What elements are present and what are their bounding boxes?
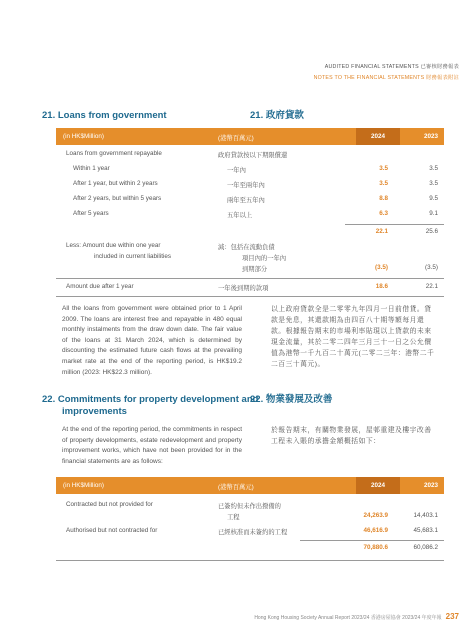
page-footer (254, 612, 459, 621)
table-row: After 1 year, but within 2 years 一年至兩年內 3.5 3.5 (73, 180, 438, 189)
table-row-less: Less: Amount due within one year included in current liabilities 減：包括在流動負債 項目內的一年內 到期部分 (3.5) (3.5) (66, 242, 438, 273)
table-row-subtotal: 22.1 25.6 (375, 228, 438, 235)
section-22-title-en-line2: improvements (62, 406, 127, 417)
table-bottom-rule (56, 296, 444, 297)
table-row-total: 70,880.6 60,086.2 (363, 544, 438, 551)
section-21-paragraph-en: All the loans from government were obtained prior to 1 April 2009. The loans are interest free and repayable in 480 equal monthly instalments from the draw down date. The fair value of the loans at 31 March 2024, which is determined by discounting the estimated future cash flows at the prevailing market rate at the end of the reporting period, is HK$19.2 million (2023: HK$22.3 million). (62, 305, 242, 376)
table-21-year-2024: 2024 (370, 133, 385, 140)
subtotal-rule (345, 224, 444, 225)
table-22-year-2023: 2023 (423, 482, 438, 489)
section-22-paragraph-zh: 於報告期末，有關物業發展，屋邨重建及樓宇改善工程未入賬的承擔金額概括如下： (271, 427, 432, 445)
running-header-title: AUDITED FINANCIAL STATEMENTS 已審核財務報表 (324, 64, 459, 70)
table-row: After 5 years 五年以上 6.3 9.1 (73, 210, 438, 219)
table-22-unit-zh: (港幣百萬元) (218, 484, 254, 491)
running-header-subtitle: NOTES TO THE FINANCIAL STATEMENTS 財務報表附註 (313, 75, 459, 81)
section-22-title-zh: 22. 物業發展及改善 (250, 394, 333, 405)
table-rule (56, 278, 444, 279)
page-number: 237 (445, 612, 459, 621)
table-21-unit-zh: (港幣百萬元) (218, 135, 254, 142)
table-row: Within 1 year 一年內 3.5 3.5 (73, 165, 438, 174)
table-22-header (56, 477, 444, 494)
table-bottom-rule (56, 560, 444, 561)
table-22-year-2024: 2024 (370, 482, 385, 489)
section-21-title-en: 21. Loans from government (42, 110, 167, 121)
subtotal-rule (300, 540, 444, 541)
table-21-year-2023: 2023 (423, 133, 438, 140)
section-22-paragraph-en: At the end of the reporting period, the commitments in respect of property developments, estate redevelopment and property improvement works, which have not been provided for in the financial statements are as follows: (62, 426, 242, 465)
section-22-title-en-line1: 22. Commitments for property development and (42, 394, 259, 405)
table-row: Contracted but not provided for 已簽約但未作出撥備的 工程 24,263.9 14,403.1 (66, 501, 438, 521)
table-21-unit-en: (in HK$Million) (63, 133, 104, 140)
table-22-unit-en: (in HK$Million) (63, 482, 104, 489)
table-row-total: Amount due after 1 year 一年後到期的款項 18.6 22.1 (66, 283, 438, 292)
table-row: After 2 years, but within 5 years 兩年至五年內 8.8 9.5 (73, 195, 438, 204)
footer-text: Hong Kong Housing Society Annual Report 2023/24 香港房屋協會 2023/24 年度年報 (254, 615, 442, 621)
section-21-title-zh: 21. 政府貸款 (250, 110, 304, 121)
table-21-header (56, 128, 444, 145)
section-21-paragraph-zh: 以上政府貸款全是二零零九年四月一日前借貸。貸款是免息，其還款期為由四百八十期等額每月還款。根據報告期末的市場利率貼現以上貸款的未來現金流量，其於二零二四年三月三十一日之公允價值為港幣一千九百二十萬元(二零二三年：港幣二千二百三十萬元)。 (271, 306, 435, 368)
table-row: Authorised but not contracted for 已經核准而未簽約的工程 46,616.9 45,683.1 (66, 527, 438, 536)
table-row: Loans from government repayable 政府貸款按以下期限償還 (66, 150, 288, 159)
